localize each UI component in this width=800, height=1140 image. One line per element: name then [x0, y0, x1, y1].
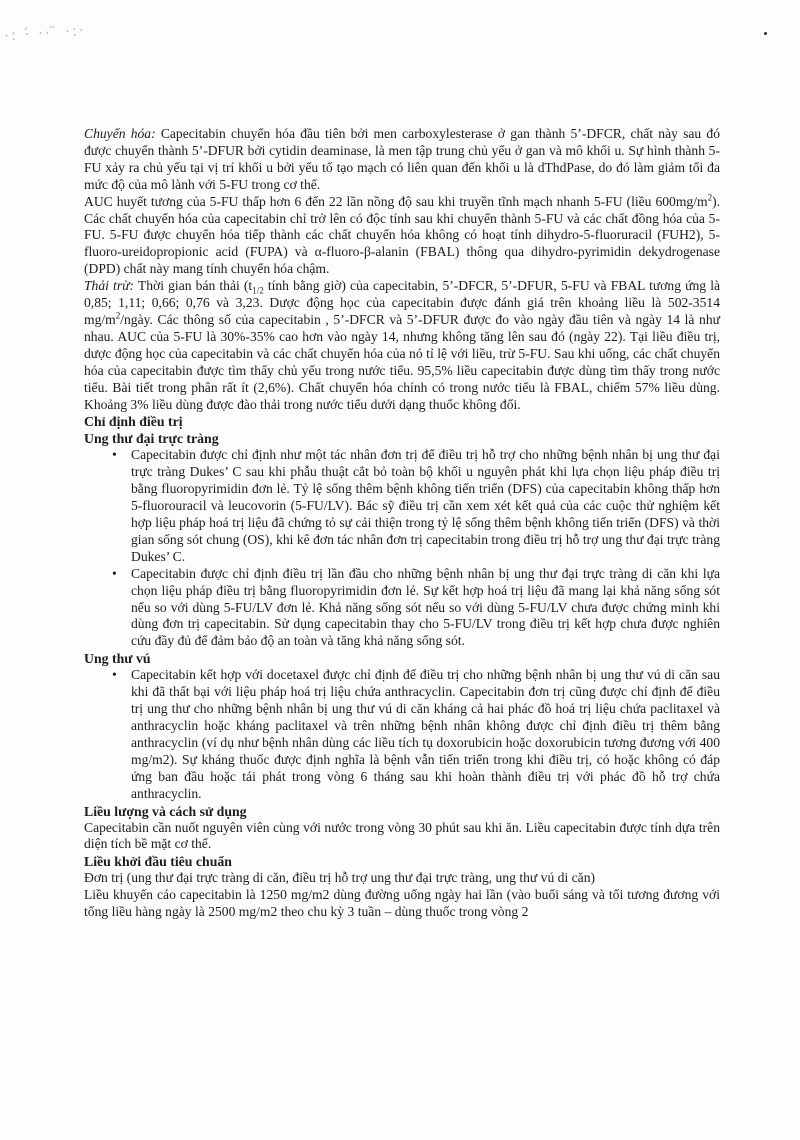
elimination-sup: 2 [115, 310, 121, 321]
list-item: • Capecitabin được chỉ định điều trị lần đầu cho những bệnh nhân bị ung thư đại trực tràng di căn khi lựa chọn liệu pháp điều trị bằng fluoropyrimidin đơn lẻ. Sự kết hợp hoá trị liệu đã mang lại khả năng sống sót nếu so với dùng 5-FU/LV đơn lẻ. Khả năng sống sót nếu so với dùng 5-FU/LV chưa được chứng minh khi dùng đơn trị capecitabin. Sử dụng capecitabin thay cho 5-FU/LV trong điều trị kết hợp chưa được nghiên cứu đầy đủ để đảm bảo độ an toàn và tăng khả năng sống sót. [131, 566, 720, 651]
elimination-text-c: /ngày. Các thông số của capecitabin , 5’-DFCR và 5’-DFUR được đo vào ngày đầu tiên và ngày 14 là như nhau. AUC của 5-FU là 30%-35% cao hơn vào ngày 14, nhưng không tăng lên sau đó (ngày 22). Tại liều điều trị, dược động học của capecitabin và các chất chuyển hóa của nó tỉ lệ với liều, trừ 5-FU. Sau khi uống, các chất chuyển hóa của capecitabin được tìm thấy chủ yếu trong nước tiểu. 95,5% liều capecitabin được dùng tìm thấy trong nước tiểu. Bài tiết trong phân rất ít (2,6%). Chất chuyển hóa chính có trong nước tiểu là FBAL, chiếm 57% liều dùng. Khoảng 3% liều dùng được đào thải trong nước tiểu dưới dạng thuốc không đổi. [84, 311, 720, 412]
indications-heading: Chỉ định điều trị [84, 414, 183, 430]
auc-paragraph [84, 194, 720, 279]
metabolism-label: Chuyển hóa: [84, 126, 156, 141]
list-item: • Capecitabin kết hợp với docetaxel được chỉ định để điều trị cho những bệnh nhân bị ung thư vú di căn sau khi đã thất bại với liệu pháp hoá trị liệu chứa anthracyclin. Capecitabin đơn trị cũng được chỉ định để điều trị ung thư cho những bệnh nhân bị ung thư vú di căn kháng cả hai phác đồ hoá trị liệu chứa paclitaxel và anthracyclin hoặc kháng paclitaxel và trên những bệnh nhân không được chỉ định điều trị thêm bằng anthracyclin (ví dụ như bệnh nhân dùng các liều tích tụ doxorubicin hoặc doxorubicin tương đương với 400 mg/m2). Sự kháng thuốc được định nghĩa là bệnh vẫn tiến triển trong khi điều trị, có hoặc không có đáp ứng ban đầu hoặc tái phát trong vòng 6 tháng sau khi hoàn thành điều trị với phác đồ hỗ trợ chứa anthracyclin. [131, 667, 720, 802]
elimination-paragraph [84, 278, 720, 413]
standard-dose-heading: Liều khởi đầu tiêu chuẩn [84, 854, 232, 870]
standard-dose-line-1: Đơn trị (ung thư đại trực tràng di căn, điều trị hỗ trợ ung thư đại trực tràng, ung thư vú di căn) [84, 870, 596, 886]
elimination-sub: 1/2 [252, 285, 264, 296]
list-item: • Capecitabin được chỉ định như một tác nhân đơn trị để điều trị hỗ trợ cho những bệnh nhân bị ung thư đại trực tràng Dukes’ C sau khi phẫu thuật cắt bỏ toàn bộ khối u nguyên phát khi lựa chọn liệu pháp điều trị bằng fluoropyrimidin đơn lẻ. Tỷ lệ sống thêm bệnh không tiến triển (DFS) của capecitabin không thấp hơn 5-fluorouracil và leucovorin (5-FU/LV). Bác sỹ điều trị cần xem xét kết quả của các cuộc thử nghiệm kết hợp liệu pháp hoá trị liệu đã chứng tỏ sự cải thiện trong tỷ lệ sống thêm bệnh không tiến triển (DFS) và thời gian sống sót chung (OS), khi kê đơn tác nhân đơn trị capecitabin trong điều trị hỗ trợ ung thư đại trực tràng Dukes’ C. [131, 447, 720, 565]
dosage-paragraph: Capecitabin cần nuốt nguyên viên cùng với nước trong vòng 30 phút sau khi ăn. Liều capecitabin được tính dựa trên diện tích bề mặt cơ thể. [84, 819, 720, 852]
elimination-label: Thải trừ: [84, 278, 135, 294]
auc-sup: 2 [707, 192, 713, 203]
elimination-text-a: Thời gian bán thải (t [134, 278, 253, 294]
metabolism-text: Capecitabin chuyển hóa đầu tiên bởi men carboxylesterase ở gan thành 5’-DFCR, chất này sau đó được chuyển thành 5’-DFUR bởi cytidin deaminase, là men tập trung chủ yếu ở gan và mô khối u. Sự hình thành 5-FU xảy ra chủ yếu tại vị trí khối u bởi yếu tố tạo mạch có liên quan đến khối u là dThdPase, do đó làm giảm tối đa mức độ của mô lành với 5-FU trong cơ thể. [84, 126, 720, 192]
breast-heading: Ung thư vú [84, 651, 151, 667]
colorectal-list [84, 447, 720, 650]
colorectal-heading: Ung thư đại trực tràng [84, 431, 219, 447]
dosage-heading: Liều lượng và cách sử dụng [84, 803, 247, 819]
scan-dot [764, 32, 767, 35]
auc-text-a: AUC huyết tương của 5-FU thấp hơn 6 đến 22 lần nồng độ sau khi truyền tĩnh mạch nhanh 5-FU (liều 600mg/m [84, 193, 708, 209]
elimination-text-b: tính bằng giờ) của capecitabin, 5’-DFCR, 5’-DFUR, 5-FU và FBAL tương ứng là 0,85; 1,11; 0,66; 0,76 và 3,23. Dược động học của capecitabin được đánh giá trên khoảng liều là 502-3514 mg/m [84, 278, 721, 327]
standard-dose-line-2: Liều khuyến cáo capecitabin là 1250 mg/m2 dùng đường uống ngày hai lần (vào buổi sáng và tối tương đương với tổng liều hàng ngày là 2500 mg/m2 theo chu kỳ 3 tuần – dùng thuốc trong vòng 2 [84, 887, 720, 920]
breast-list [84, 667, 720, 802]
metabolism-paragraph [84, 126, 720, 194]
document-body [84, 126, 720, 921]
scan-artifact: ·: ·́ ·· ̈ ·:· [3, 21, 87, 45]
auc-text-b: ). Các chất chuyển hóa của capecitabin chỉ trở lên có độc tính sau khi chuyển thành 5-FU và các chất đồng hóa của 5-FU. 5-FU được chuyển hóa tiếp thành các chất chuyển hóa không có hoạt tính dihydro-5-fluoruracil (FUH2), 5-fluoro-ureidopropionic acid (FUPA) và α-fluoro-β-alanin (FBAL) thông qua dihydro-pyrimidin dekydrogenase (DPD) chất này mang tính chuyển hóa chậm. [84, 193, 720, 277]
